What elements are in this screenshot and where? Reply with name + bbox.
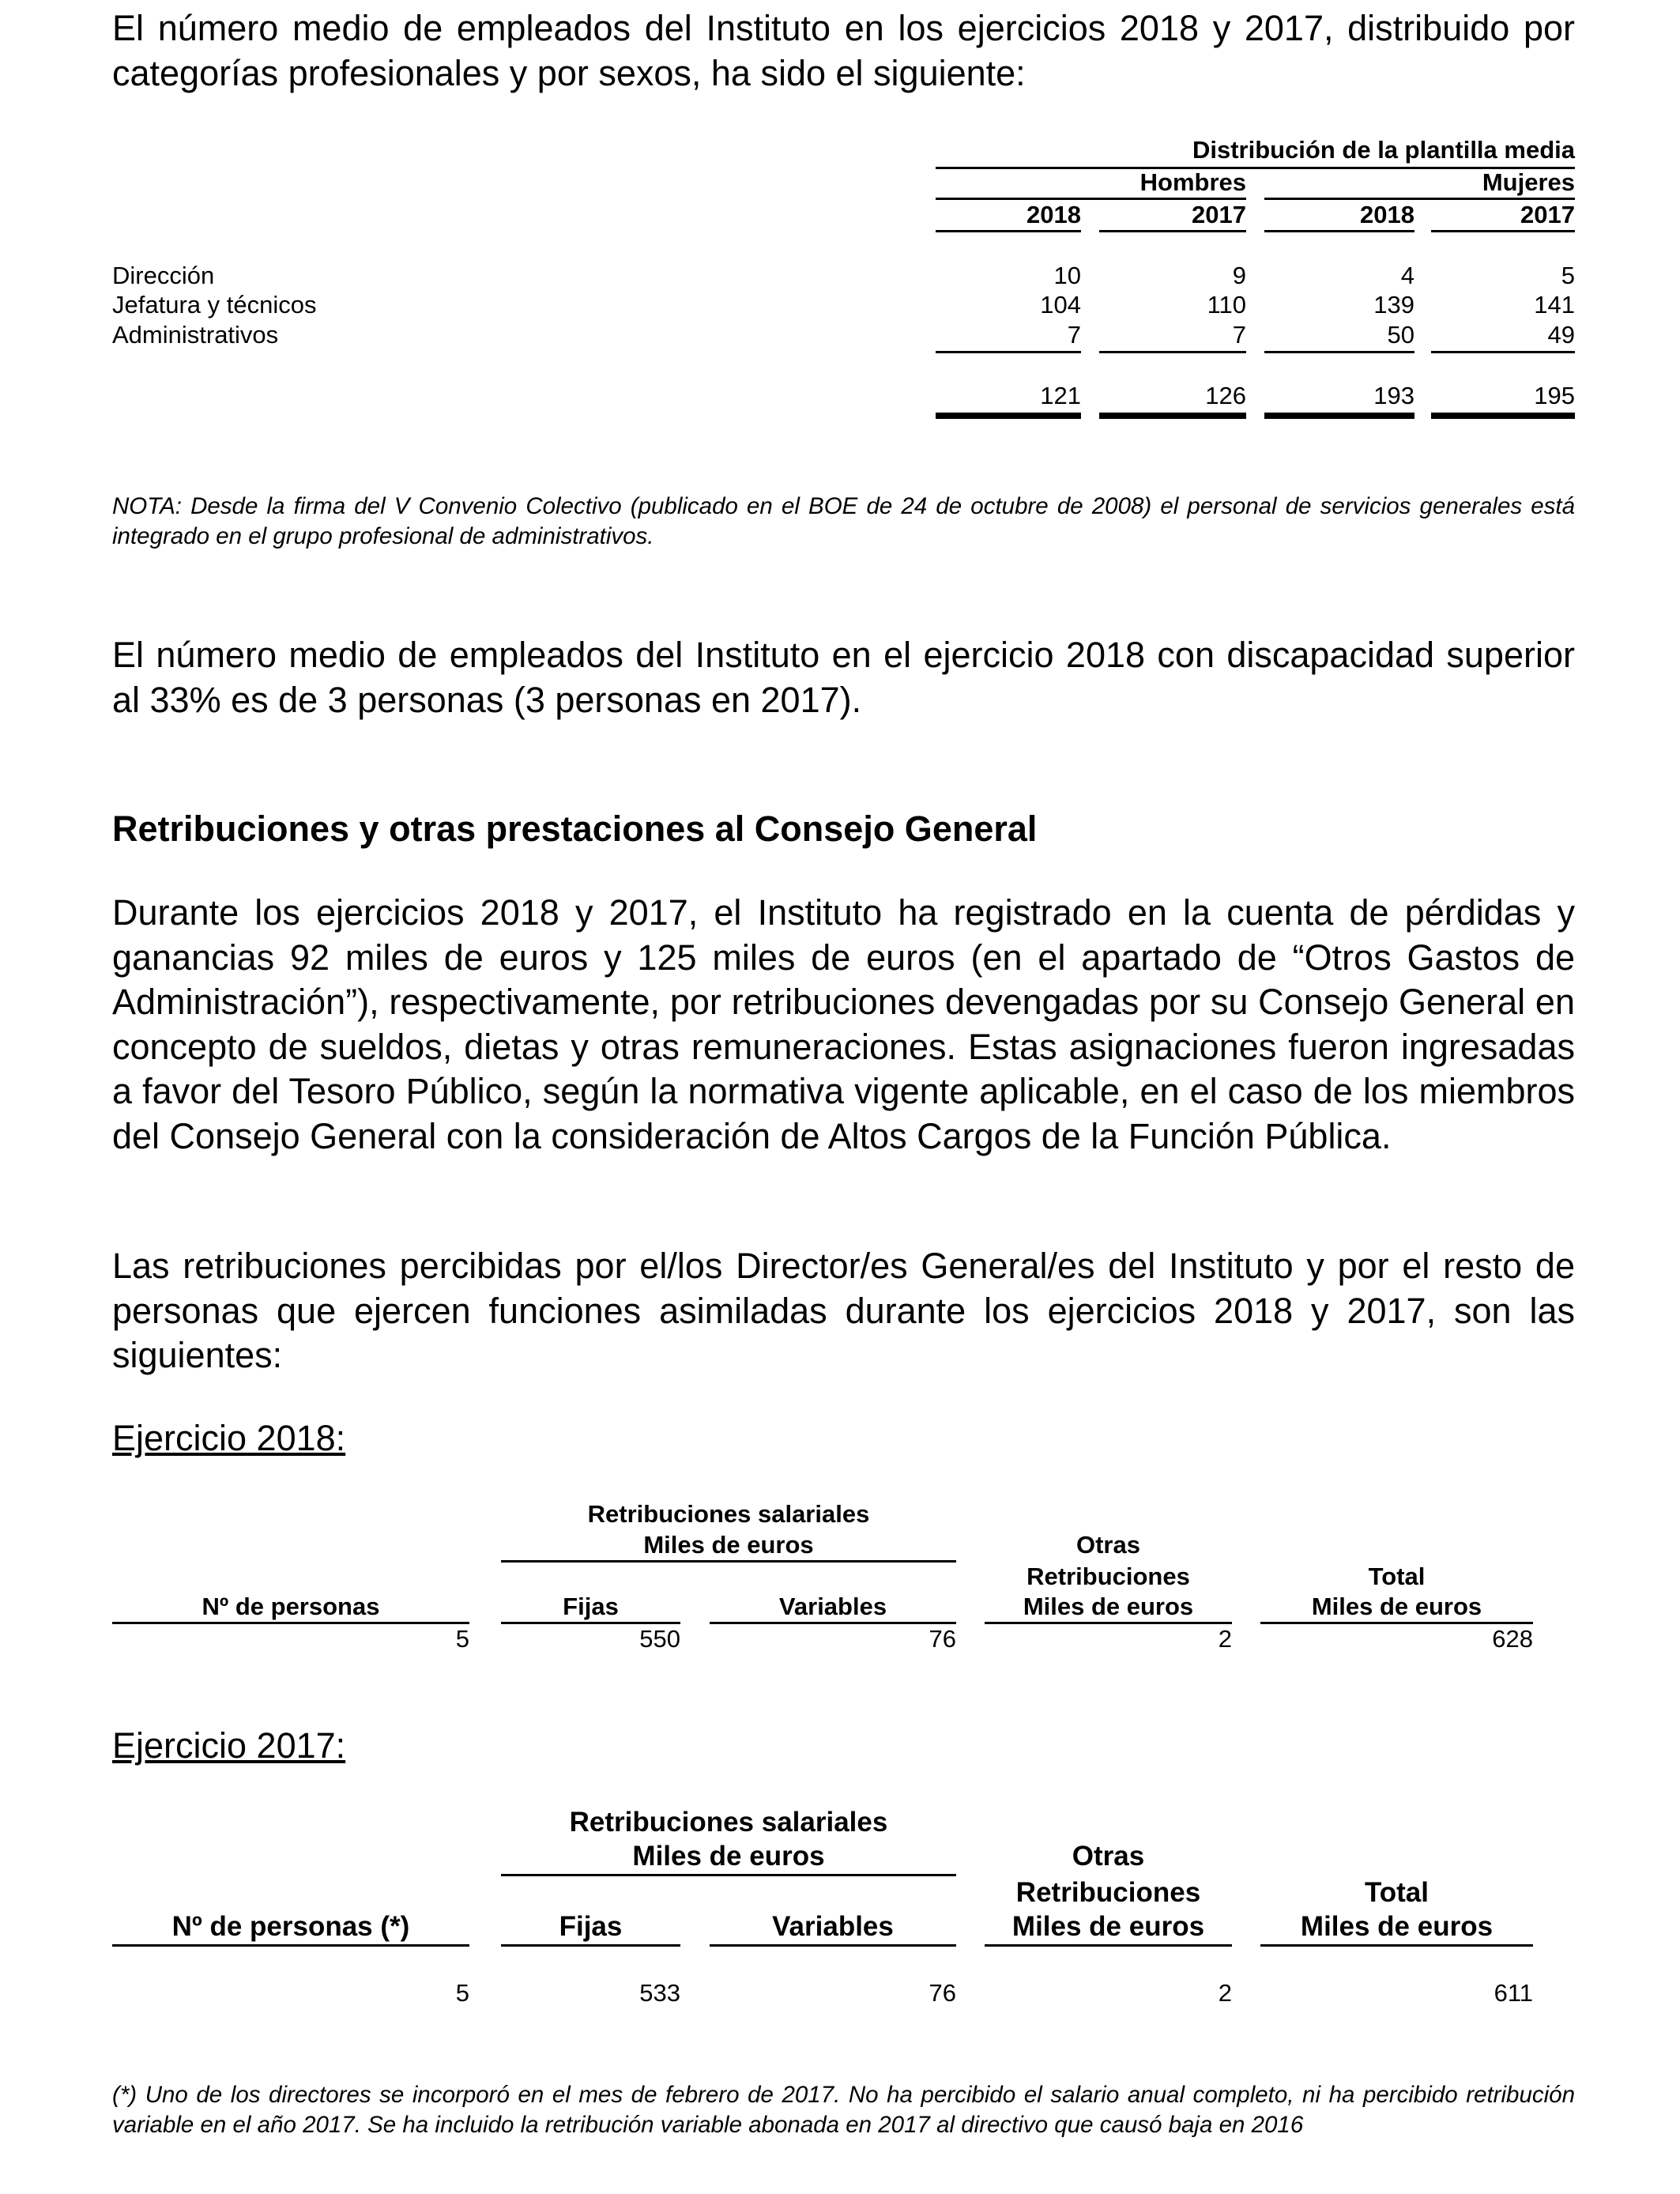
header-otras-units: Miles de euros <box>1011 1911 1205 1942</box>
cell: 110 <box>1207 291 1246 319</box>
header-total: Total <box>1368 1563 1426 1590</box>
header-salariales-units: Miles de euros <box>632 1841 825 1872</box>
header-salariales: Retribuciones salariales <box>569 1807 888 1838</box>
cell: 5 <box>1561 262 1575 289</box>
divider <box>1260 1944 1533 1947</box>
value-otras: 2 <box>1218 1625 1232 1653</box>
divider <box>985 1944 1232 1947</box>
ejercicio-2017-title: Ejercicio 2017: <box>112 1725 346 1766</box>
cell: 141 <box>1534 291 1575 319</box>
header-personas: Nº de personas <box>202 1593 380 1620</box>
row-label: Jefatura y técnicos <box>112 291 317 319</box>
divider <box>501 1560 956 1563</box>
disability-paragraph: El número medio de empleados del Instituto en el ejercicio 2018 con discapacidad superior al 33% es de 3 personas (3 personas en 2017). <box>112 635 1575 720</box>
double-rule <box>1431 413 1575 419</box>
divider <box>985 1622 1232 1624</box>
table-title: Distribución de la plantilla media <box>1192 136 1575 164</box>
group-mujeres: Mujeres <box>1482 168 1575 196</box>
section-heading: Retribuciones y otras prestaciones al Consejo General <box>112 809 1038 849</box>
divider <box>936 198 1246 200</box>
cell: 50 <box>1387 321 1414 349</box>
total-cell: 121 <box>1040 382 1081 409</box>
value-fijas: 533 <box>639 1979 680 2007</box>
divider <box>710 1622 956 1624</box>
value-personas: 5 <box>455 1979 469 2007</box>
value-otras: 2 <box>1218 1979 1232 2007</box>
total-cell: 126 <box>1205 382 1246 409</box>
header-otras-units: Miles de euros <box>1023 1593 1194 1620</box>
cell: 7 <box>1067 321 1081 349</box>
value-total: 611 <box>1494 1979 1533 2007</box>
divider <box>936 351 1081 353</box>
header-personas: Nº de personas (*) <box>171 1911 410 1942</box>
group-hombres: Hombres <box>1139 168 1246 196</box>
header-variables: Variables <box>778 1593 887 1620</box>
year-header: 2017 <box>1192 201 1246 228</box>
double-rule <box>1264 413 1414 419</box>
cell: 9 <box>1232 262 1246 289</box>
row-label: Administrativos <box>112 321 279 349</box>
divider <box>112 1944 469 1947</box>
intro-paragraph: El número medio de empleados del Instituto en los ejercicios 2018 y 2017, distribuido por categorías profesionales y por sexos, ha sido el siguiente: <box>112 8 1575 93</box>
year-header: 2017 <box>1520 201 1575 228</box>
divider <box>501 1944 680 1947</box>
double-rule <box>936 413 1081 419</box>
divider <box>1264 198 1575 200</box>
header-otras: Otras <box>1076 1531 1140 1559</box>
header-otras: Retribuciones <box>1015 1877 1201 1908</box>
ejercicio-2018-title: Ejercicio 2018: <box>112 1418 346 1458</box>
nota: NOTA: Desde la firma del V Convenio Colectivo (publicado en el BOE de 24 de octubre de 2008) el personal de servicios generales está integrado en el grupo profesional de administrativos. <box>112 493 1575 549</box>
directors-paragraph: Las retribuciones percibidas por el/los Director/es General/es del Instituto y por el resto de personas que ejercen funciones asimiladas durante los ejercicios 2018 y 2017, son las siguientes: <box>112 1246 1575 1375</box>
value-variables: 76 <box>929 1625 956 1653</box>
divider <box>1264 230 1414 232</box>
divider <box>112 1622 469 1624</box>
row-label: Dirección <box>112 262 215 289</box>
cell: 139 <box>1373 291 1414 319</box>
divider <box>501 1874 956 1876</box>
header-otras: Otras <box>1072 1841 1145 1872</box>
divider <box>1431 351 1575 353</box>
header-variables: Variables <box>772 1911 894 1942</box>
header-total-units: Miles de euros <box>1300 1911 1494 1942</box>
cell: 49 <box>1547 321 1575 349</box>
divider <box>936 230 1081 232</box>
value-total: 628 <box>1492 1625 1533 1653</box>
divider <box>1264 351 1414 353</box>
divider <box>1431 230 1575 232</box>
divider <box>501 1622 680 1624</box>
divider <box>710 1944 956 1947</box>
header-otras: Retribuciones <box>1026 1563 1190 1590</box>
header-salariales-units: Miles de euros <box>643 1531 814 1559</box>
divider <box>1099 351 1246 353</box>
cell: 10 <box>1053 262 1081 289</box>
total-cell: 193 <box>1373 382 1414 409</box>
double-rule <box>1099 413 1246 419</box>
header-total: Total <box>1364 1877 1429 1908</box>
value-personas: 5 <box>455 1625 469 1653</box>
council-paragraph: Durante los ejercicios 2018 y 2017, el Instituto ha registrado en la cuenta de pérdidas y ganancias 92 miles de euros y 125 miles de euros (en el apartado de “Otros Gastos de Administración”), respectivamente, por retribuciones devengadas por su Consejo General en concepto de sueldos, dietas y otras remuneraciones. Estas asignaciones fueron ingresadas a favor del Tesoro Público, según la normativa vigente aplicable, en el caso de los miembros del Consejo General con la consideración de Altos Cargos de la Función Pública. <box>112 892 1575 1156</box>
total-cell: 195 <box>1534 382 1575 409</box>
header-fijas: Fijas <box>559 1911 623 1942</box>
year-header: 2018 <box>1360 201 1414 228</box>
cell: 7 <box>1232 321 1246 349</box>
divider <box>1260 1622 1533 1624</box>
divider <box>1099 230 1246 232</box>
header-salariales: Retribuciones salariales <box>587 1500 870 1528</box>
footnote: (*) Uno de los directores se incorporó en el mes de febrero de 2017. No ha percibido el salario anual completo, ni ha percibido retribución variable en el año 2017. Se ha incluido la retribución variable abonada en 2017 al directivo que causó baja en 2016 <box>112 2082 1575 2138</box>
cell: 104 <box>1040 291 1081 319</box>
header-fijas: Fijas <box>563 1593 619 1620</box>
cell: 4 <box>1400 262 1414 289</box>
header-total-units: Miles de euros <box>1311 1593 1482 1620</box>
value-variables: 76 <box>929 1979 956 2007</box>
year-header: 2018 <box>1026 201 1081 228</box>
value-fijas: 550 <box>639 1625 680 1653</box>
